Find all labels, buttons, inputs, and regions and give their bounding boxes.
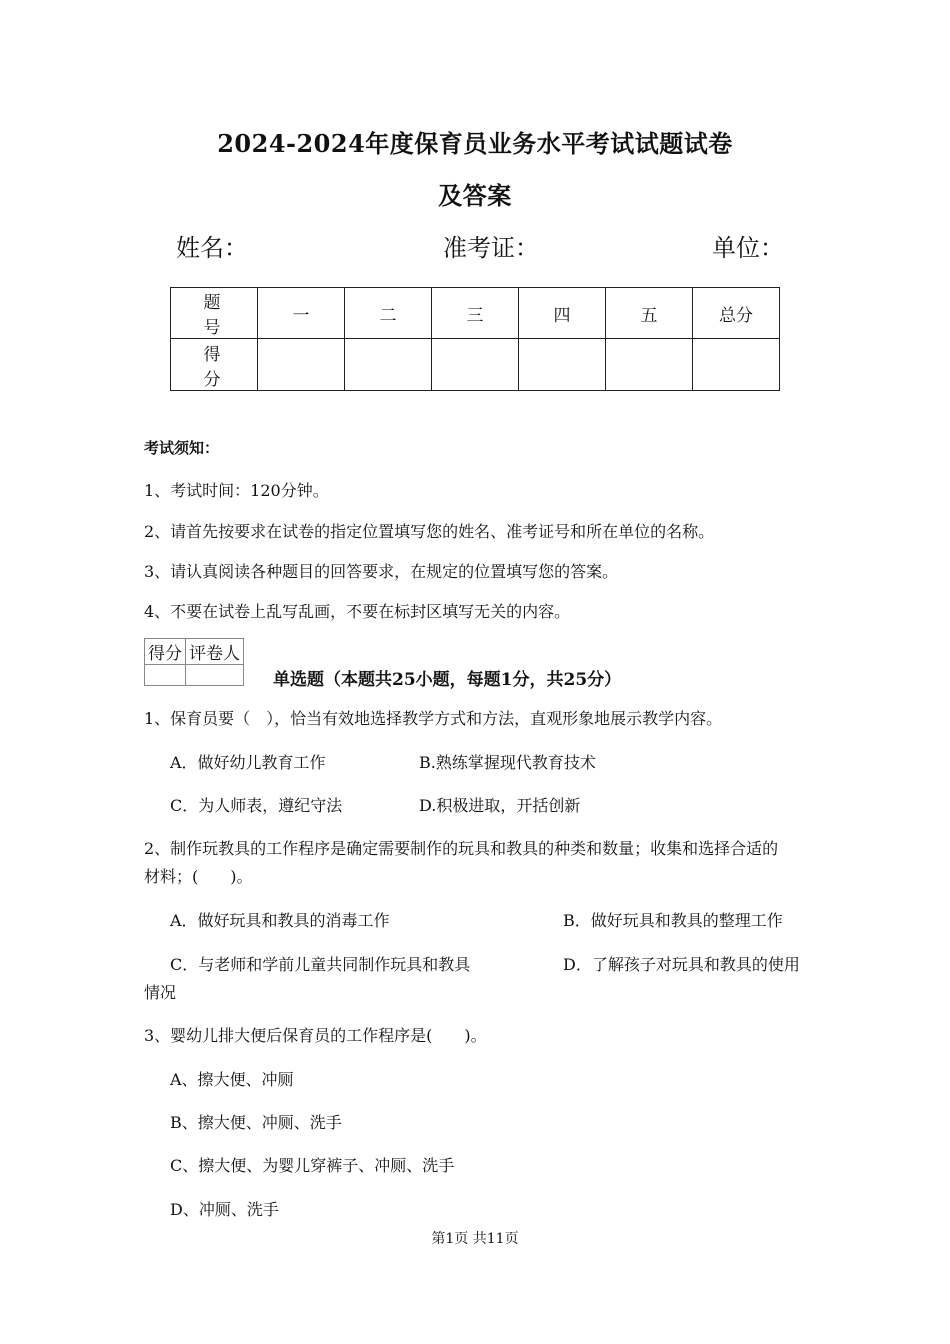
score-label: 得 分 — [171, 339, 258, 391]
score-cell — [519, 339, 606, 391]
exam-number-label: 准考证： — [443, 234, 539, 262]
notice-item: 4、不要在试卷上乱写乱画，不要在标封区填写无关的内容。 — [144, 602, 571, 621]
question-option: D．了解孩子对玩具和教具的使用 — [563, 955, 800, 974]
notice-heading: 考试须知： — [144, 439, 220, 457]
document-title-line1: 2024-2024年度保育员业务水平考试试题试卷 — [217, 129, 733, 158]
score-cell — [606, 339, 693, 391]
grader-score-cell — [145, 665, 186, 686]
question-option-continued: 情况 — [144, 983, 177, 1002]
grader-box — [144, 638, 244, 686]
question-stem-continued: 材料；( )。 — [144, 867, 253, 886]
score-cell — [432, 339, 519, 391]
document-title-line2: 及答案 — [438, 181, 512, 210]
section-2-header: 二 — [345, 288, 432, 339]
question-option: C、擦大便、为婴儿穿裤子、冲厕、洗手 — [170, 1156, 455, 1175]
grader-name-cell — [186, 665, 244, 686]
question-option: D.积极进取，开括创新 — [419, 796, 581, 815]
notice-item: 2、请首先按要求在试卷的指定位置填写您的姓名、准考证号和所在单位的名称。 — [144, 522, 715, 541]
question-number-label: 题 号 — [171, 288, 258, 339]
score-table-score-row — [171, 339, 780, 391]
grader-score-label: 得分 — [145, 639, 186, 665]
score-cell — [345, 339, 432, 391]
question-option: A．做好幼儿教育工作 — [170, 753, 326, 772]
question-option: B、擦大便、冲厕、洗手 — [170, 1113, 342, 1132]
question-option: A．做好玩具和教具的消毒工作 — [170, 911, 390, 930]
score-table — [170, 287, 780, 391]
notice-item: 3、请认真阅读各种题目的回答要求，在规定的位置填写您的答案。 — [144, 562, 619, 581]
unit-label: 单位： — [712, 234, 784, 262]
question-option: D、冲厕、洗手 — [170, 1200, 279, 1219]
grader-name-label: 评卷人 — [186, 639, 244, 665]
section-1-header: 一 — [258, 288, 345, 339]
question-stem: 1、保育员要（ ），恰当有效地选择教学方式和方法，直观形象地展示教学内容。 — [144, 709, 723, 728]
total-header: 总分 — [693, 288, 780, 339]
name-label: 姓名： — [176, 234, 248, 262]
question-option: B．做好玩具和教具的整理工作 — [563, 911, 783, 930]
notice-item: 1、考试时间：120分钟。 — [144, 481, 329, 500]
page-footer: 第1页 共11页 — [431, 1231, 519, 1247]
question-option: C．与老师和学前儿童共同制作玩具和教具 — [170, 955, 471, 974]
question-option: A、擦大便、冲厕 — [170, 1070, 294, 1089]
question-stem: 2、制作玩教具的工作程序是确定需要制作的玩具和教具的种类和数量；收集和选择合适的 — [144, 839, 779, 858]
section-5-header: 五 — [606, 288, 693, 339]
section-4-header: 四 — [519, 288, 606, 339]
section-title: 单选题（本题共25小题，每题1分，共25分） — [273, 670, 622, 690]
score-cell — [693, 339, 780, 391]
score-table-header-row — [171, 288, 780, 339]
question-option: B.熟练掌握现代教育技术 — [419, 753, 596, 772]
question-stem: 3、婴幼儿排大便后保育员的工作程序是( )。 — [144, 1026, 487, 1045]
section-3-header: 三 — [432, 288, 519, 339]
question-option: C．为人师表，遵纪守法 — [170, 796, 343, 815]
